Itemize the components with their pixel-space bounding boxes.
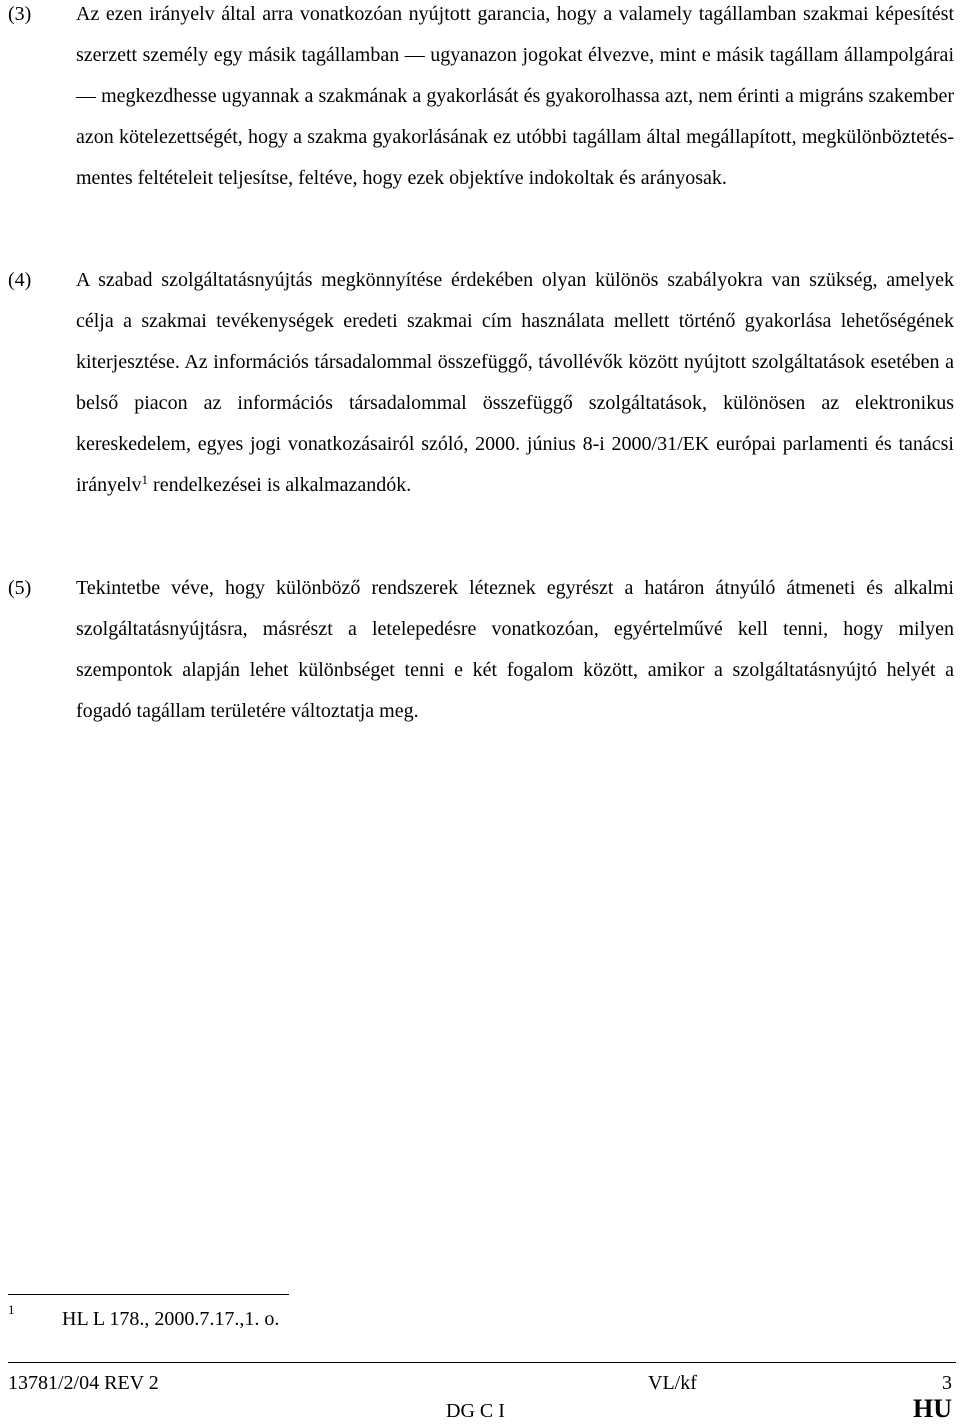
footer-page-number: 3 [942, 1372, 952, 1394]
footnote-reference[interactable]: 1 [141, 472, 149, 487]
footer-document-number: 13781/2/04 REV 2 [8, 1372, 159, 1394]
recital-text: Az ezen irányelv által arra vonatkozóan nyújtott garancia, hogy a valamely tagállamban szakmai képesítést szerzett személy egy másik tagállamban — ugyanazon jogokat élvezve, mint e másik tagállam állampolgárai — megkezdhesse ugyannak a szakmának a gyakorlását és gyakorolhassa azt, nem érinti a migráns szakember azon kötelezettségét, hogy a szakma gyakorlásának ez utóbbi tagállam által megállapított, megkülönböztetés-mentes feltételeit teljesítse, feltéve, hogy ezek objektíve indokoltak és arányosak. [76, 3, 954, 189]
recital-number: (5) [8, 577, 32, 599]
footnote-mark: 1 [8, 1302, 15, 1317]
footer-language-code: HU [913, 1394, 952, 1423]
recital-number: (3) [8, 3, 32, 25]
footnote-separator [8, 1294, 289, 1295]
recital-text-part: rendelkezései is alkalmazandók. [148, 474, 412, 496]
recital-text-part: A szabad szolgáltatásnyújtás megkönnyítése érdekében olyan különös szabályokra van szükség, amelyek célja a szakmai tevékenységek eredeti szakmai cím használata mellett történő gyakorlása lehetőségének kiterjesztése. Az információs társadalommal összefüggő, távollévők között nyújtott szolgáltatások esetében a belső piacon az információs társadalommal összefüggő szolgáltatások, különösen az elektronikus kereskedelem, egyes jogi vonatkozásairól szóló, 2000. június 8-i 2000/31/EK európai parlamenti és tanácsi irányelv [76, 269, 954, 496]
recital-text: Tekintetbe véve, hogy különböző rendszerek léteznek egyrészt a határon átnyúló átmeneti és alkalmi szolgáltatásnyújtásra, másrészt a letelepedésre vonatkozóan, egyértelművé kell tenni, hogy milyen szempontok alapján lehet különbséget tenni e két fogalom között, amikor a szolgáltatásnyújtó helyét a fogadó tagállam területére változtatja meg. [76, 577, 954, 722]
recital-number: (4) [8, 269, 32, 291]
footer-separator [8, 1362, 956, 1363]
footnote-text: HL L 178., 2000.7.17.,1. o. [62, 1308, 280, 1330]
footer-directorate: DG C I [446, 1400, 505, 1422]
footer-reference: VL/kf [648, 1372, 697, 1394]
recital-text [76, 260, 954, 506]
